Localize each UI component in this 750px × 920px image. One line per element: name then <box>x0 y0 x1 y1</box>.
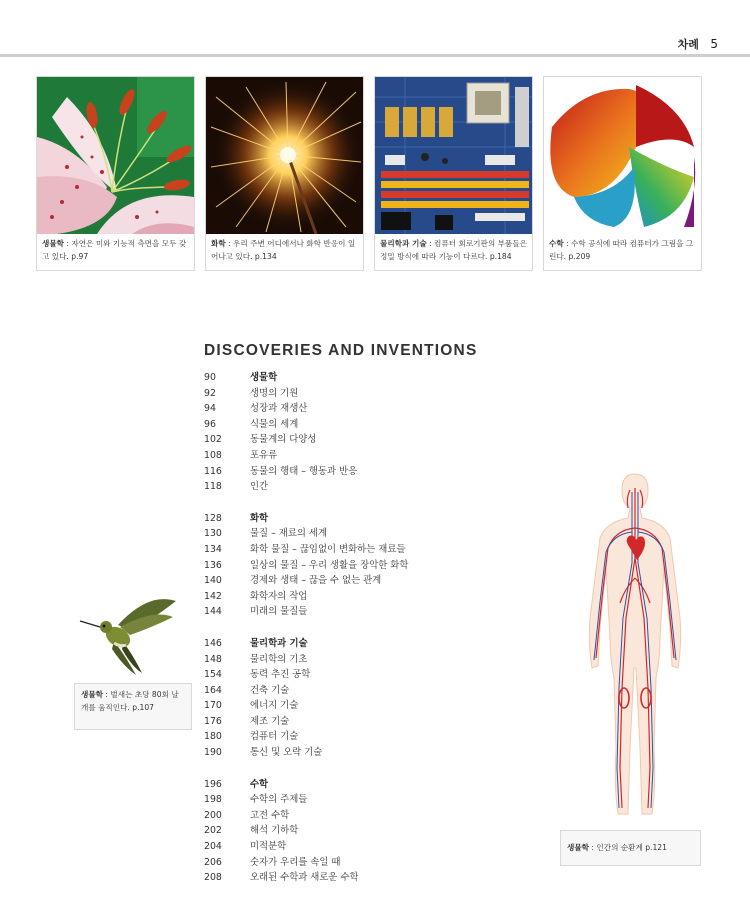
caption-subject: 생물학 <box>81 690 104 699</box>
toc-entry-title: 화학 물질 – 끊임없이 변화하는 재료들 <box>250 543 406 555</box>
toc-entry <box>204 745 504 761</box>
toc-page-number: 148 <box>204 653 222 665</box>
table-of-contents <box>204 370 504 902</box>
toc-entry <box>204 558 504 574</box>
toc-page-number: 118 <box>204 481 222 493</box>
photo-caption <box>211 237 361 263</box>
toc-page-number: 136 <box>204 559 222 571</box>
toc-group <box>204 636 504 761</box>
toc-page-number: 128 <box>204 512 222 524</box>
photo-caption <box>549 237 699 263</box>
toc-entry-title: 수학 <box>250 778 269 790</box>
toc-entry-title: 제조 기술 <box>250 715 290 727</box>
toc-entry <box>204 652 504 668</box>
photo-card-math <box>543 76 702 271</box>
toc-entry <box>204 573 504 589</box>
toc-page-number: 146 <box>204 637 222 649</box>
caption-subject: 수학 <box>549 239 564 248</box>
toc-entry <box>204 667 504 683</box>
toc-page-number: 144 <box>204 606 222 618</box>
toc-entry <box>204 448 504 464</box>
toc-entry-title: 동물계의 다양성 <box>250 434 317 446</box>
toc-page-number: 130 <box>204 528 222 540</box>
toc-entry-title: 컴퓨터 기술 <box>250 731 299 743</box>
toc-entry-title: 포유류 <box>250 449 278 461</box>
toc-page-number: 164 <box>204 684 222 696</box>
toc-entry <box>204 604 504 620</box>
toc-page-number: 180 <box>204 731 222 743</box>
toc-entry <box>204 464 504 480</box>
toc-page-number: 204 <box>204 841 222 853</box>
section-name: 차례 <box>677 38 699 51</box>
toc-page-number: 108 <box>204 449 222 461</box>
caption-text: : 우리 주변 어디에서나 화학 반응이 일어나고 있다. p.134 <box>211 239 356 261</box>
page-number: 5 <box>710 37 718 51</box>
toc-entry <box>204 526 504 542</box>
toc-entry <box>204 714 504 730</box>
toc-page-number: 116 <box>204 465 222 477</box>
caption-text: : 컴퓨터 회로기판의 부품들은 정밀 방식에 따라 기능이 다르다. p.184 <box>380 239 527 261</box>
caption-text: : 수학 공식에 따라 컴퓨터가 그림을 그린다. p.209 <box>549 239 694 261</box>
toc-entry-title: 오래된 수학과 새로운 수학 <box>250 872 359 884</box>
toc-page-number: 102 <box>204 434 222 446</box>
toc-entry-title: 물질 – 재료의 세계 <box>250 528 328 540</box>
toc-group <box>204 777 504 886</box>
toc-entry-title: 경제와 생태 – 끊을 수 없는 관계 <box>250 575 382 587</box>
toc-entry-title: 화학자의 작업 <box>250 590 308 602</box>
toc-page-number: 134 <box>204 543 222 555</box>
toc-entry-title: 통신 및 오락 기술 <box>250 747 323 759</box>
toc-page-number: 142 <box>204 590 222 602</box>
toc-section-heading <box>204 636 504 652</box>
toc-entry <box>204 479 504 495</box>
toc-entry-title: 생명의 기원 <box>250 387 299 399</box>
toc-entry <box>204 855 504 871</box>
photo-caption <box>42 237 192 263</box>
photo-card-chemistry <box>205 76 364 271</box>
toc-section-heading <box>204 370 504 386</box>
toc-entry-title: 수학의 주제들 <box>250 794 308 806</box>
toc-section-heading <box>204 511 504 527</box>
toc-entry-title: 미적분학 <box>250 841 287 853</box>
toc-entry-title: 고전 수학 <box>250 809 290 821</box>
toc-entry-title: 인간 <box>250 481 269 493</box>
circulatory-caption <box>560 830 701 866</box>
photo-card-physics <box>374 76 533 271</box>
toc-page-number: 94 <box>204 403 216 415</box>
toc-title: DISCOVERIES AND INVENTIONS <box>204 342 478 359</box>
hummingbird-icon <box>78 597 178 679</box>
toc-page-number: 202 <box>204 825 222 837</box>
toc-entry-title: 미래의 물질들 <box>250 606 308 618</box>
toc-page-number: 206 <box>204 856 222 868</box>
toc-entry <box>204 808 504 824</box>
caption-subject: 생물학 <box>567 843 590 852</box>
toc-page-number: 176 <box>204 715 222 727</box>
photo-caption <box>380 237 530 263</box>
toc-entry-title: 일상의 물질 – 우리 생활을 장악한 화학 <box>250 559 409 571</box>
toc-entry-title: 해석 기하학 <box>250 825 299 837</box>
toc-page-number: 196 <box>204 778 222 790</box>
toc-page-number: 154 <box>204 669 222 681</box>
toc-page-number: 90 <box>204 372 216 383</box>
toc-entry-title: 물리학의 기초 <box>250 653 308 665</box>
toc-page-number: 92 <box>204 387 216 399</box>
toc-group <box>204 511 504 620</box>
toc-entry-title: 동물의 행태 – 행동과 반응 <box>250 465 358 477</box>
sparkler-icon <box>206 77 363 234</box>
toc-page-number: 200 <box>204 809 222 821</box>
math-surface-icon <box>544 77 701 234</box>
toc-page-number: 140 <box>204 575 222 587</box>
toc-entry <box>204 729 504 745</box>
toc-entry <box>204 401 504 417</box>
toc-entry <box>204 432 504 448</box>
toc-entry <box>204 823 504 839</box>
toc-entry-title: 동력 추진 공학 <box>250 669 311 681</box>
toc-entry-title: 생물학 <box>250 372 278 383</box>
toc-entry <box>204 792 504 808</box>
header-rule <box>0 54 750 57</box>
toc-section-heading <box>204 777 504 793</box>
lily-flower-icon <box>37 77 194 234</box>
toc-page-number: 208 <box>204 872 222 884</box>
toc-entry <box>204 542 504 558</box>
toc-entry-title: 성장과 재생산 <box>250 403 308 415</box>
toc-entry-title: 물리학과 기술 <box>250 637 308 649</box>
toc-entry-title: 화학 <box>250 512 269 524</box>
caption-subject: 화학 <box>211 239 226 248</box>
toc-entry-title: 건축 기술 <box>250 684 290 696</box>
running-head <box>678 36 718 52</box>
toc-page-number: 170 <box>204 700 222 712</box>
toc-page-number: 96 <box>204 418 216 430</box>
caption-text: : 인간의 순환계 p.121 <box>589 843 667 852</box>
toc-entry <box>204 589 504 605</box>
toc-entry <box>204 386 504 402</box>
toc-entry-title: 식물의 세계 <box>250 418 299 430</box>
toc-entry <box>204 870 504 886</box>
toc-entry <box>204 839 504 855</box>
toc-entry-title: 숫자가 우리를 속일 때 <box>250 856 341 868</box>
toc-page-number: 190 <box>204 747 222 759</box>
toc-entry <box>204 698 504 714</box>
photo-card-biology <box>36 76 195 271</box>
toc-entry <box>204 417 504 433</box>
hummingbird-caption <box>74 683 192 730</box>
circulatory-system-icon <box>580 468 690 824</box>
caption-text: : 벌새는 초당 80회 날개를 움직인다. p.107 <box>81 690 179 712</box>
toc-page-number: 198 <box>204 794 222 806</box>
toc-entry-title: 에너지 기술 <box>250 700 299 712</box>
circuit-board-icon <box>375 77 532 234</box>
toc-entry <box>204 683 504 699</box>
caption-subject: 생물학 <box>42 239 65 248</box>
caption-subject: 물리학과 기술 <box>380 239 427 248</box>
toc-group <box>204 370 504 495</box>
caption-text: : 자연은 미와 기능적 측면을 모두 갖고 있다. p.97 <box>42 239 187 261</box>
